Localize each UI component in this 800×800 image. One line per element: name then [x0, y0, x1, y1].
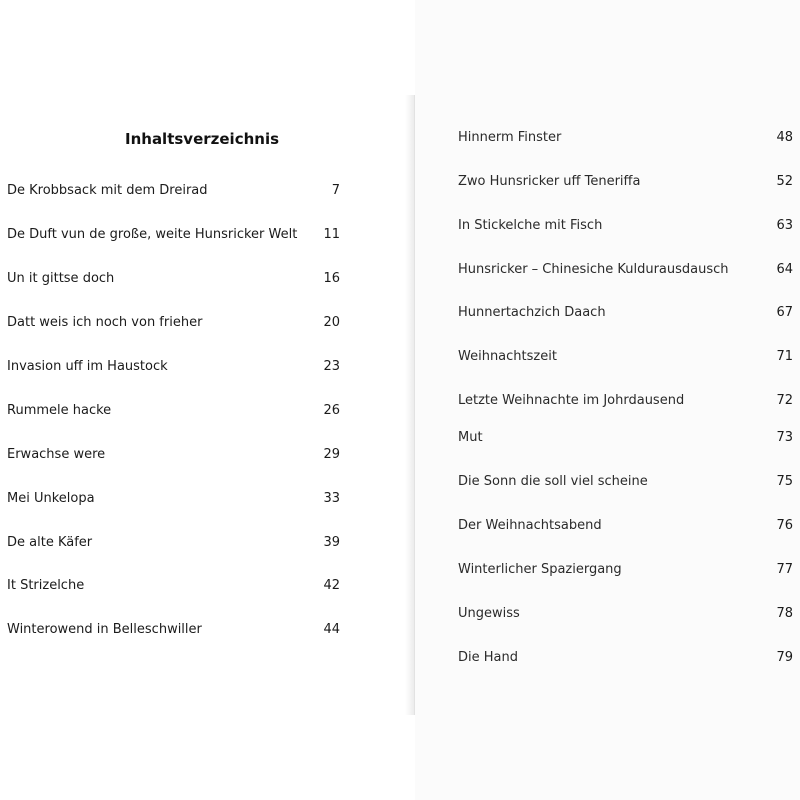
entry-title: Invasion uff im Haustock — [7, 359, 168, 374]
toc-entry — [458, 606, 793, 626]
entry-page: 7 — [331, 183, 340, 198]
entry-title: Rummele hacke — [7, 403, 112, 418]
entry-title: It Strizelche — [7, 578, 85, 593]
entry-page: 48 — [776, 130, 793, 145]
entry-title: Der Weihnachtsabend — [458, 518, 602, 533]
entry-title: Datt weis ich noch von frieher — [7, 315, 203, 330]
entry-page: 79 — [776, 650, 793, 665]
entry-title: Die Sonn die soll viel scheine — [458, 474, 648, 489]
entry-title: In Stickelche mit Fisch — [458, 218, 603, 233]
entry-title: De Krobbsack mit dem Dreirad — [7, 183, 208, 198]
toc-entry — [458, 305, 793, 325]
toc-entry — [458, 349, 793, 369]
entry-title: Mei Unkelopa — [7, 491, 95, 506]
right-page — [415, 0, 800, 800]
entry-title: Letzte Weihnachte im Johrdausend — [458, 393, 685, 408]
entry-page: 67 — [776, 305, 793, 320]
entry-title: Winterlicher Spaziergang — [458, 562, 622, 577]
toc-entry — [7, 622, 340, 642]
entry-page: 39 — [323, 535, 340, 550]
toc-entry — [458, 393, 793, 413]
entry-title: Zwo Hunsricker uff Teneriffa — [458, 174, 641, 189]
toc-entry — [7, 183, 340, 203]
entry-title: Erwachse were — [7, 447, 106, 462]
entry-page: 72 — [776, 393, 793, 408]
entry-title: Ungewiss — [458, 606, 520, 621]
toc-entry — [458, 650, 793, 670]
toc-entry — [458, 518, 793, 538]
toc-entry — [458, 430, 793, 450]
entry-title: Hunsricker – Chinesiche Kuldurausdausch — [458, 262, 729, 277]
entry-page: 76 — [776, 518, 793, 533]
toc-entry — [458, 174, 793, 194]
entry-page: 63 — [776, 218, 793, 233]
entry-title: De alte Käfer — [7, 535, 93, 550]
entry-page: 20 — [323, 315, 340, 330]
entry-page: 42 — [323, 578, 340, 593]
entry-title: Mut — [458, 430, 483, 445]
entry-page: 44 — [323, 622, 340, 637]
entry-page: 33 — [323, 491, 340, 506]
toc-title: Inhaltsverzeichnis — [125, 130, 280, 148]
toc-entry — [458, 562, 793, 582]
entry-title: Winterowend in Belleschwiller — [7, 622, 202, 637]
entry-page: 73 — [776, 430, 793, 445]
entry-page: 75 — [776, 474, 793, 489]
entry-page: 78 — [776, 606, 793, 621]
entry-page: 77 — [776, 562, 793, 577]
entry-title: Hinnerm Finster — [458, 130, 562, 145]
toc-entry — [458, 262, 793, 282]
toc-entry — [7, 315, 340, 335]
entry-page: 52 — [776, 174, 793, 189]
entry-page: 26 — [323, 403, 340, 418]
entry-title: Weihnachtszeit — [458, 349, 557, 364]
entry-title: Hunnertachzich Daach — [458, 305, 606, 320]
toc-entry — [7, 535, 340, 555]
toc-entry — [7, 578, 340, 598]
toc-entry — [7, 447, 340, 467]
entry-title: Die Hand — [458, 650, 518, 665]
toc-entry — [7, 359, 340, 379]
toc-entry — [458, 218, 793, 238]
entry-title: Un it gittse doch — [7, 271, 115, 286]
toc-entry — [458, 474, 793, 494]
toc-entry — [7, 491, 340, 511]
entry-page: 16 — [323, 271, 340, 286]
entry-page: 71 — [776, 349, 793, 364]
entry-title: De Duft vun de große, weite Hunsricker Welt — [7, 227, 298, 242]
entry-page: 64 — [776, 262, 793, 277]
toc-entry — [7, 403, 340, 423]
toc-entry — [7, 227, 340, 247]
toc-entry — [458, 130, 793, 150]
toc-entry — [7, 271, 340, 291]
entry-page: 11 — [323, 227, 340, 242]
entry-page: 23 — [323, 359, 340, 374]
entry-page: 29 — [323, 447, 340, 462]
